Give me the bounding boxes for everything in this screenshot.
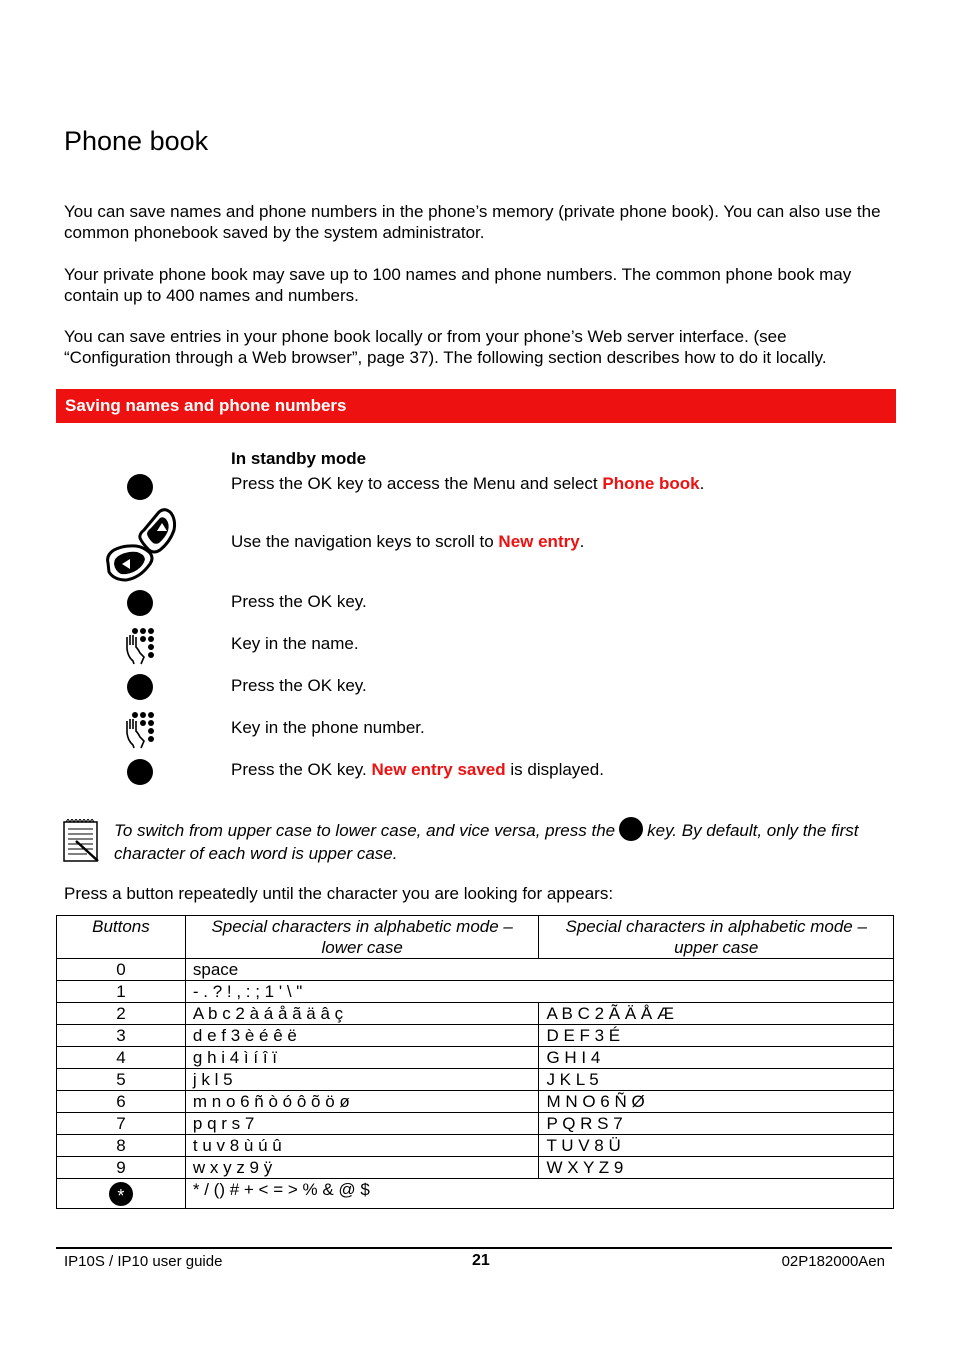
header-buttons: Buttons xyxy=(57,916,186,959)
upper-cell: G H I 4 xyxy=(539,1047,894,1069)
footer-divider xyxy=(56,1247,892,1249)
intro-paragraph-2: Your private phone book may save up to 100 names and phone numbers. The common phone book may contain up to 400 names and numbers. xyxy=(64,265,852,305)
lower-cell: j k l 5 xyxy=(185,1069,539,1091)
upper-cell: D E F 3 É xyxy=(539,1025,894,1047)
ok-key-icon xyxy=(127,759,153,785)
step-4: Key in the name. xyxy=(231,634,359,653)
button-cell: 0 xyxy=(57,959,186,981)
step-1 xyxy=(231,473,704,494)
note-text-end: key. By default, only the first character of each word is upper case. xyxy=(114,821,859,863)
lower-cell: m n o 6 ñ ò ó ô õ ö ø xyxy=(185,1091,539,1113)
step-6: Key in the phone number. xyxy=(231,718,425,737)
step-7-text: Press the OK key. xyxy=(231,760,372,779)
table-row xyxy=(57,1113,894,1135)
step-1-highlight: Phone book xyxy=(602,474,700,493)
keypad-icon xyxy=(124,627,156,665)
step-2 xyxy=(231,531,584,552)
section-heading: Saving names and phone numbers xyxy=(56,389,896,423)
ok-key-icon xyxy=(127,590,153,616)
button-cell: 8 xyxy=(57,1135,186,1157)
table-intro: Press a button repeatedly until the character you are looking for appears: xyxy=(64,884,614,903)
button-cell: 2 xyxy=(57,1003,186,1025)
upper-cell: J K L 5 xyxy=(539,1069,894,1091)
lower-cell: space xyxy=(185,959,893,981)
table-row xyxy=(57,1025,894,1047)
ok-key-icon xyxy=(619,817,643,841)
step-7 xyxy=(231,759,604,780)
table-row xyxy=(57,1003,894,1025)
lower-cell: w x y z 9 ÿ xyxy=(185,1157,539,1179)
step-7-highlight: New entry saved xyxy=(371,760,506,779)
page-title: Phone book xyxy=(64,126,209,156)
header-lower-case: Special characters in alphabetic mode – lower case xyxy=(185,916,539,959)
step-7-end: is displayed. xyxy=(505,760,604,779)
navigation-keys-icon xyxy=(104,508,178,582)
intro-paragraph-1: You can save names and phone numbers in the phone’s memory (private phone book). You can also use the common phonebook saved by the system administrator. xyxy=(64,202,881,242)
table-row xyxy=(57,981,894,1003)
step-2-highlight: New entry xyxy=(498,532,580,551)
button-cell: 3 xyxy=(57,1025,186,1047)
step-5: Press the OK key. xyxy=(231,676,367,695)
page-number: 21 xyxy=(472,1252,490,1269)
step-1-text: Press the OK key to access the Menu and select xyxy=(231,474,603,493)
upper-cell: P Q R S 7 xyxy=(539,1113,894,1135)
note-text-start: To switch from upper case to lower case, and vice versa, press the xyxy=(114,821,616,840)
table-row xyxy=(57,1069,894,1091)
button-cell: 7 xyxy=(57,1113,186,1135)
table-row xyxy=(57,1157,894,1179)
table-row xyxy=(57,1091,894,1113)
table-row xyxy=(57,1179,894,1209)
step-3: Press the OK key. xyxy=(231,592,367,611)
intro-paragraph-3: You can save entries in your phone book locally or from your phone’s Web server interface. (see “Configuration through a Web browser”, page 37). The following section describes how to do it locally. xyxy=(64,327,827,367)
note-icon xyxy=(62,819,102,863)
table-row xyxy=(57,1047,894,1069)
table-row xyxy=(57,959,894,981)
keypad-icon xyxy=(124,711,156,749)
footer-guide-title: IP10S / IP10 user guide xyxy=(64,1253,223,1270)
lower-cell: g h i 4 ì í î ï xyxy=(185,1047,539,1069)
upper-cell: W X Y Z 9 xyxy=(539,1157,894,1179)
note-text xyxy=(114,817,874,865)
step-1-end: . xyxy=(699,474,705,493)
step-2-end: . xyxy=(579,532,585,551)
button-cell: 9 xyxy=(57,1157,186,1179)
steps-heading: In standby mode xyxy=(231,449,367,468)
table-header-row xyxy=(57,916,894,959)
character-table xyxy=(56,915,894,1209)
lower-cell: t u v 8 ù ú û xyxy=(185,1135,539,1157)
lower-cell: - . ? ! , : ; 1 ' \ " xyxy=(185,981,893,1003)
table-row xyxy=(57,1135,894,1157)
step-2-text: Use the navigation keys to scroll to xyxy=(231,532,499,551)
button-cell: 6 xyxy=(57,1091,186,1113)
header-upper-case: Special characters in alphabetic mode – upper case xyxy=(539,916,894,959)
lower-cell: d e f 3 è é ê ë xyxy=(185,1025,539,1047)
button-cell xyxy=(57,1179,186,1209)
lower-cell: p q r s 7 xyxy=(185,1113,539,1135)
button-cell: 1 xyxy=(57,981,186,1003)
ok-key-icon xyxy=(127,474,153,500)
button-cell: 4 xyxy=(57,1047,186,1069)
upper-cell: M N O 6 Ñ Ø xyxy=(539,1091,894,1113)
ok-key-icon xyxy=(127,674,153,700)
star-key-icon: * xyxy=(109,1182,133,1206)
upper-cell: T U V 8 Ü xyxy=(539,1135,894,1157)
footer-doc-code: 02P182000Aen xyxy=(781,1253,885,1270)
upper-cell: A B C 2 Ã Ä Å Æ xyxy=(539,1003,894,1025)
button-cell: 5 xyxy=(57,1069,186,1091)
lower-cell: A b c 2 à á å ã ä â ç xyxy=(185,1003,539,1025)
lower-cell: * / () # + < = > % & @ $ xyxy=(185,1179,893,1209)
